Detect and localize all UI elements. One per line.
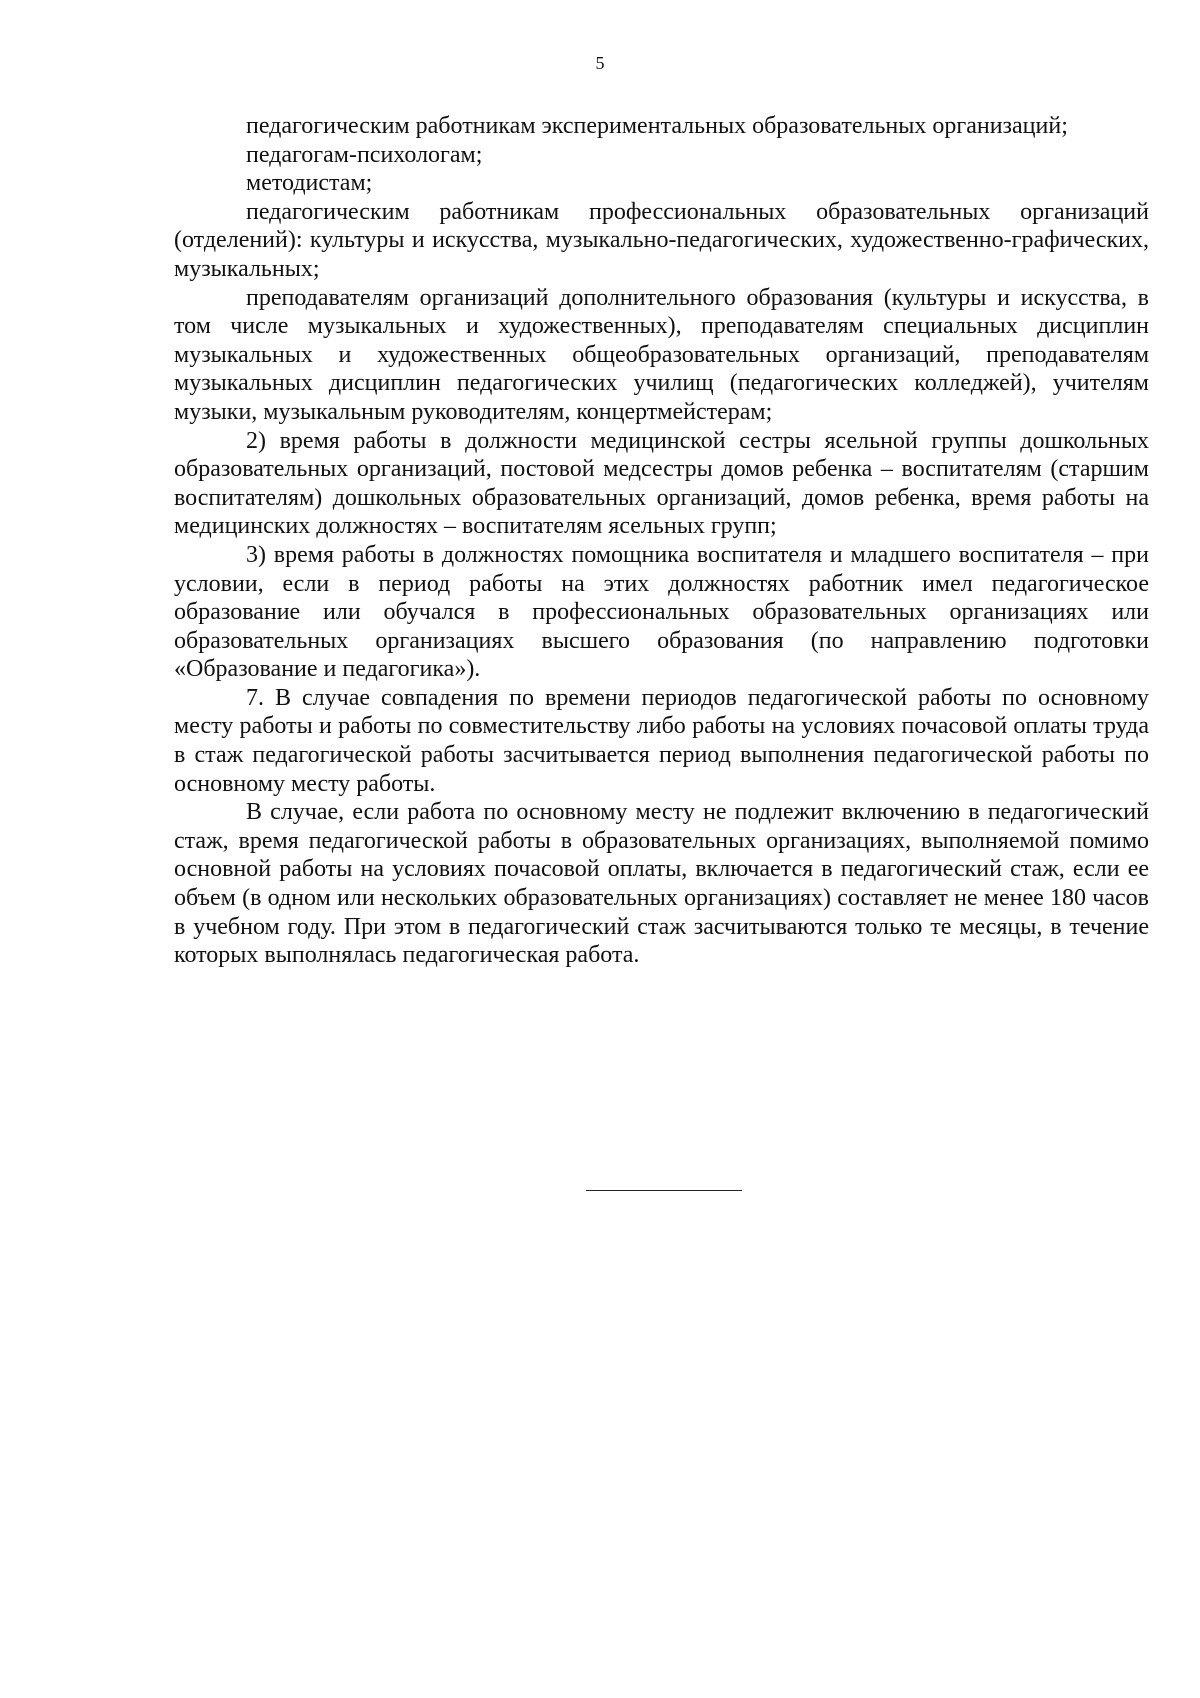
document-body [174, 112, 1149, 970]
paragraph-clause-7: 7. В случае совпадения по времени периодов педагогической работы по основному месту работы и работы по совместительству либо работы на условиях почасовой оплаты труда в стаж педагогической работы засчитывается период выполнения педагогической работы по основному месту работы. [174, 684, 1149, 797]
paragraph-psychologists: педагогам-психологам; [246, 141, 483, 168]
paragraph-item-2: 2) время работы в должности медицинской сестры ясельной группы дошкольных образовательных организаций, постовой медсестры домов ребенка – воспитателям (старшим воспитателям) дошкольных образовательных организаций, домов ребенка, время работы на медицинских должностях – воспитателям ясельных групп; [174, 427, 1149, 540]
page-number: 5 [595, 53, 605, 73]
paragraph-item-3: 3) время работы в должностях помощника воспитателя и младшего воспитателя – при условии, если в период работы на этих должностях работник имел педагогическое образование или обучался в профессиональных образовательных организациях или образовательных организациях высшего образования (по направлению подготовки «Образование и педагогика»). [174, 541, 1149, 683]
paragraph-additional-education-teachers: преподавателям организаций дополнительного образования (культуры и искусства, в том числе музыкальных и художественных), преподавателям специальных дисциплин музыкальных и художественных общеобразовательных организаций, преподавателям музыкальных дисциплин педагогических училищ (педагогических колледжей), учителям музыки, музыкальным руководителям, концертмейстерам; [174, 284, 1149, 425]
paragraph-methodologists: методистам; [246, 170, 373, 197]
paragraph-clause-7-continuation: В случае, если работа по основному месту не подлежит включению в педагогический стаж, время педагогической работы в образовательных организациях, выполняемой помимо основной работы на условиях почасовой оплаты, включается в педагогический стаж, если ее объем (в одном или нескольких образовательных организациях) составляет не менее 180 часов в учебном году. При этом в педагогический стаж засчитываются только те месяцы, в течение которых выполнялась педагогическая работа. [174, 799, 1149, 969]
paragraph-professional-organizations: педагогическим работникам профессиональных образовательных организаций (отделений): культуры и искусства, музыкально-педагогических, художественно-графических, музыкальных; [174, 198, 1149, 282]
end-separator-line [586, 1190, 742, 1191]
paragraph-experimental-organizations: педагогическим работникам экспериментальных образовательных организаций; [246, 113, 1068, 139]
